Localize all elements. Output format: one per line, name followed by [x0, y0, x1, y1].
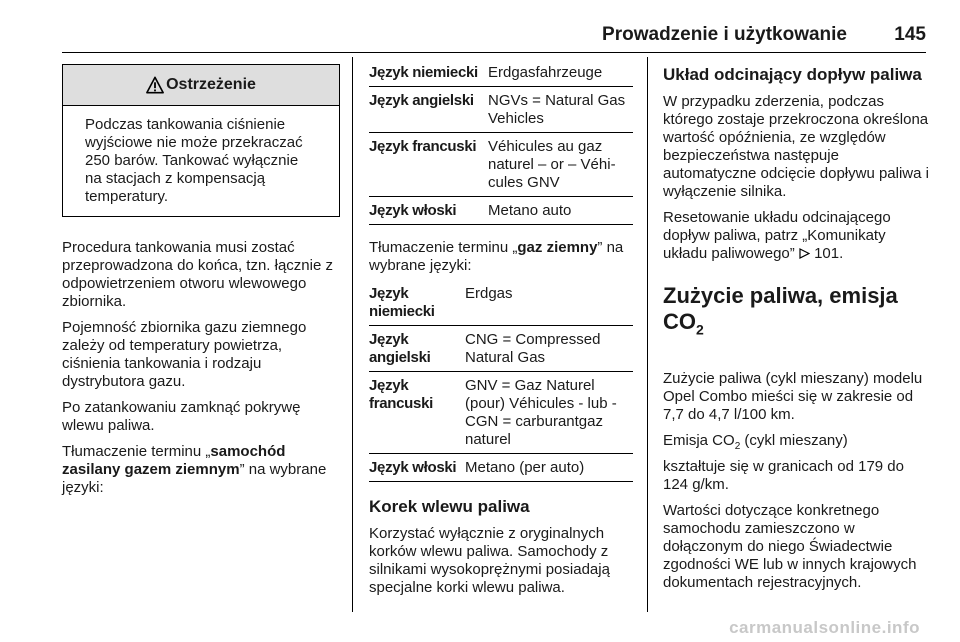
text: Emisja CO: [663, 432, 735, 450]
paragraph: Pojemność zbiornika gazu ziemnego zależy od temperatury powietrza, ciśnienia tankowania i rodzaju dystrybutora gazu.: [62, 319, 307, 390]
language-cell: Język angielski: [369, 326, 465, 372]
language-cell: Język włoski: [369, 197, 488, 225]
language-cell: Język francuski: [369, 372, 465, 454]
translation-cell: Metano auto: [488, 197, 633, 225]
translation-cell: Erdgasfahrzeuge: [488, 64, 633, 87]
paragraph: Po zatankowaniu zamknąć pokrywę wlewu paliwa.: [62, 399, 301, 434]
page-header-title: Prowadzenie i użytkowanie: [602, 24, 847, 45]
paragraph: [62, 443, 340, 497]
paragraph: W przypadku zderzenia, podczas którego zostaje przekroczona określona wartość opóźnienia, ze względów bezpieczeństwa następuje automatyczne odcięcie dopływu paliwa i wyłączenie silnika.: [663, 93, 929, 200]
text: ” na wybrane języki:: [62, 461, 327, 496]
watermark: carmanualsonline.info: [729, 618, 920, 637]
paragraph: kształtuje się w granicach od 179 do 124 g/km.: [663, 458, 904, 494]
arrow-ref-icon: [799, 248, 810, 259]
page-ref: 101.: [814, 245, 844, 262]
section-heading: Korek wlewu paliwa: [369, 497, 530, 516]
warning-title: Ostrzeżenie: [166, 76, 256, 93]
table-row: [369, 372, 633, 454]
translation-cell: CNG = Compressed Natural Gas: [465, 326, 633, 372]
language-cell: Język włoski: [369, 454, 465, 482]
page-number: 145: [894, 24, 926, 45]
term: gaz ziemny: [517, 239, 598, 256]
text: Tłumaczenie terminu „: [62, 443, 211, 460]
table-row: [369, 87, 633, 133]
table-row: [369, 64, 633, 87]
terms-table-gas: [369, 285, 633, 482]
table-row: [369, 133, 633, 197]
paragraph: Korzystać wyłącznie z oryginalnych korków wlewu paliwa. Samochody z silnikami wysokoprężnymi posiadają specjalne korki wlewu paliwa.: [369, 525, 610, 596]
warning-header: [63, 65, 339, 106]
section-heading: [663, 283, 929, 342]
paragraph: Zużycie paliwa (cykl mieszany) modelu Opel Combo mieści się w zakresie od 7,7 do 4,7 l/100 km.: [663, 370, 923, 424]
text: Tłumaczenie terminu „: [369, 239, 518, 256]
paragraph: [369, 239, 633, 275]
paragraph: [663, 209, 929, 263]
column-divider-1: [352, 57, 353, 612]
header-rule: [62, 52, 926, 53]
text: Zużycie paliwa, emisja CO: [663, 283, 898, 334]
translation-cell: GNV = Gaz Naturel (pour) Véhicules - lub - CGN = carburantgaz naturel: [465, 372, 633, 454]
language-cell: Język francuski: [369, 133, 488, 197]
translation-cell: Metano (per auto): [465, 454, 633, 482]
subscript: 2: [734, 441, 741, 453]
paragraph: Procedura tankowania musi zostać przeprowadzona do końca, tzn. łącznie z odpowietrzeniem otworu wlewowego zbiornika.: [62, 239, 333, 310]
table-row: [369, 197, 633, 225]
middle-column: [369, 64, 633, 605]
text: (cykl mieszany): [740, 432, 848, 450]
translation-cell: Véhicules au gaz naturel – or – Véhi-cules GNV: [488, 133, 633, 197]
left-column: [62, 64, 340, 505]
table-row: [369, 454, 633, 482]
terms-table-vehicle: [369, 64, 633, 225]
language-cell: Język niemiecki: [369, 64, 488, 87]
table-row: [369, 285, 633, 326]
subscript: 2: [696, 321, 704, 338]
translation-cell: Erdgas: [465, 285, 633, 326]
term: samochód zasilany gazem ziemnym: [62, 443, 286, 478]
paragraph: [663, 432, 929, 456]
warning-triangle-icon: [146, 76, 164, 94]
text: Resetowanie układu odcinającego dopływ paliwa, patrz „Komunikaty układu paliwowego”: [663, 209, 891, 262]
translation-cell: NGVs = Natural Gas Vehicles: [488, 87, 633, 133]
table-row: [369, 326, 633, 372]
language-cell: Język niemiecki: [369, 285, 465, 326]
warning-text: Podczas tankowania ciśnienie wyjściowe nie może przekraczać 250 barów. Tankować wyłącznie na stacjach z kompensacją temperatury.: [85, 116, 303, 205]
section-heading: Układ odcinający dopływ paliwa: [663, 65, 922, 84]
right-column: [663, 64, 929, 600]
warning-box: [62, 64, 340, 217]
language-cell: Język angielski: [369, 87, 488, 133]
paragraph: Wartości dotyczące konkretnego samochodu zamieszczono w dołączonym do niego Świadectwie zgodności WE lub w innych krajowych dokumentach rejestracyjnych.: [663, 502, 917, 592]
text: ” na wybrane języki:: [369, 239, 624, 274]
column-divider-2: [647, 57, 648, 612]
